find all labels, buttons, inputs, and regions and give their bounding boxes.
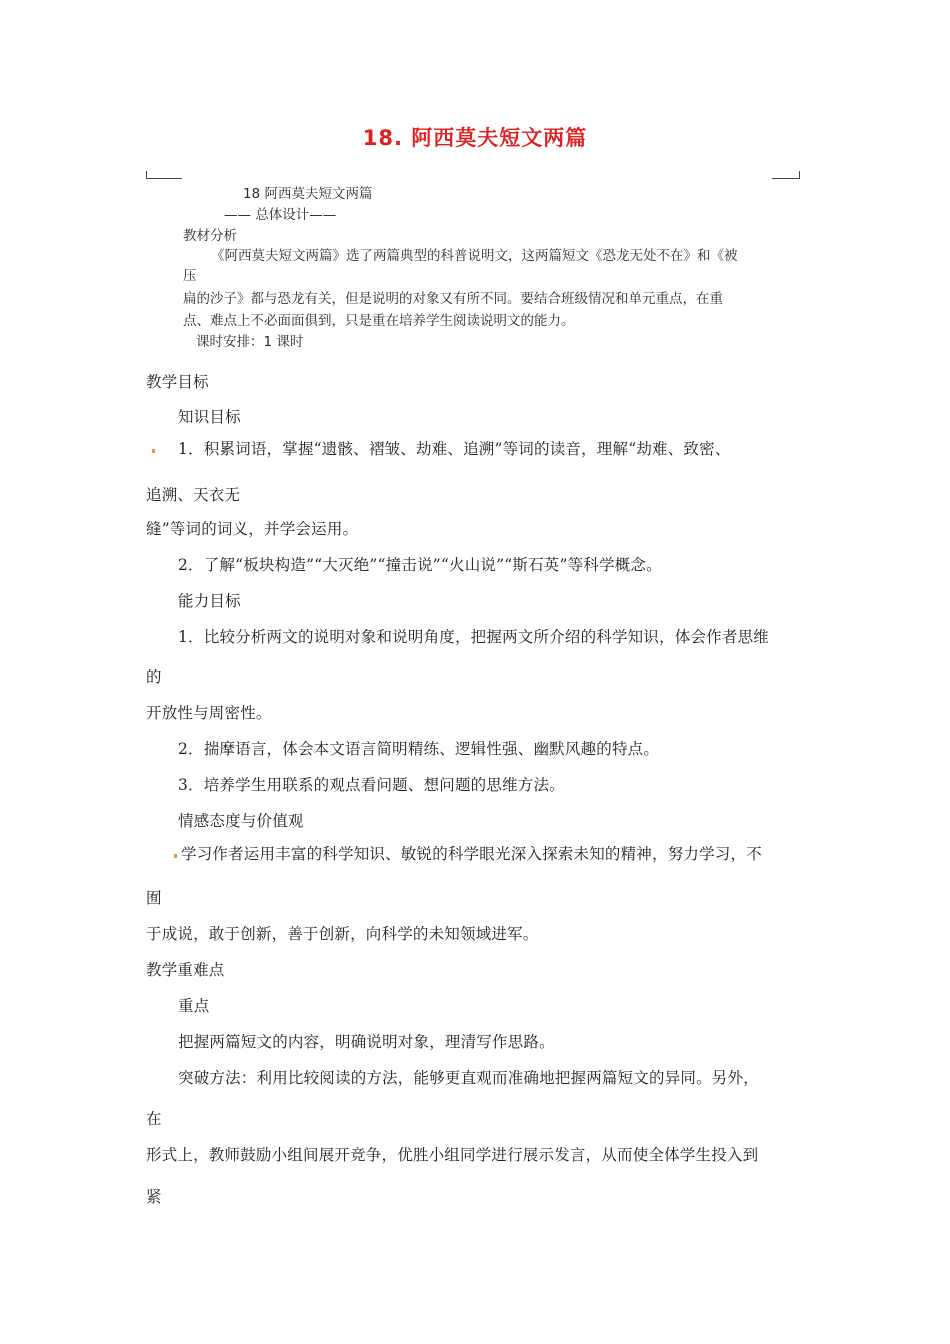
subheading-knowledge: 知识目标 [178,408,241,426]
body-line: 于成说，敢于创新，善于创新，向科学的未知领域进军。 [146,925,539,943]
subheading-values: 情感态度与价值观 [178,812,304,830]
subheading-ability: 能力目标 [178,592,241,610]
scan-section: 教材分析 [183,228,237,244]
scan-subheading: —— 总体设计—— [224,207,337,223]
body-line: 囿 [146,889,162,907]
corner-mark-left [146,178,182,179]
body-line: 学习作者运用丰富的科学知识、敏锐的科学眼光深入探索未知的精神，努力学习，不 [181,845,762,863]
body-line: 1．比较分析两文的说明对象和说明角度，把握两文所介绍的科学知识，体会作者思维 [178,628,769,646]
page-title: 18. 阿西莫夫短文两篇 [362,126,588,150]
scan-para-line1: 《阿西莫夫短文两篇》选了两篇典型的科普说明文，这两篇短文《恐龙无处不在》和《被 [211,248,738,264]
body-line: 的 [146,668,162,686]
body-line: 2．揣摩语言，体会本文语言简明精练、逻辑性强、幽默风趣的特点。 [178,740,660,758]
scan-schedule: 课时安排：1 课时 [196,334,304,350]
heading-teaching-goals: 教学目标 [146,373,209,391]
subheading-key: 重点 [178,997,210,1015]
marker-dot [152,449,155,453]
body-line: 开放性与周密性。 [146,704,272,722]
body-line: 追溯、天衣无 [146,486,241,504]
marker-dot [174,854,177,858]
body-line: 在 [146,1110,162,1128]
scan-heading: 18 阿西莫夫短文两篇 [243,186,373,202]
body-line: 1．积累词语，掌握“遗骸、褶皱、劫难、追溯”等词的读音，理解“劫难、致密、 [178,440,731,458]
body-line: 缝”等词的词义，并学会运用。 [146,520,359,538]
body-line: 形式上，教师鼓励小组间展开竞争，优胜小组同学进行展示发言，从而使全体学生投入到 [146,1146,759,1164]
heading-key-points: 教学重难点 [146,961,225,979]
body-line: 3．培养学生用联系的观点看问题、想问题的思维方法。 [178,776,565,794]
scan-para-line4: 点、难点上不必面面俱到，只是重在培养学生阅读说明文的能力。 [183,313,575,329]
body-line: 2．了解“板块构造”“大灭绝”“撞击说”“火山说”“斯石英”等科学概念。 [178,556,662,574]
body-line: 突破方法：利用比较阅读的方法，能够更直观而准确地把握两篇短文的异同。另外， [178,1069,759,1087]
scan-para-line2: 压 [183,268,197,284]
scan-para-line3: 扁的沙子》都与恐龙有关，但是说明的对象又有所不同。要结合班级情况和单元重点，在重 [183,291,723,307]
body-line: 紧 [146,1188,162,1206]
body-line: 把握两篇短文的内容，明确说明对象，理清写作思路。 [178,1033,555,1051]
corner-mark-right [772,178,800,179]
